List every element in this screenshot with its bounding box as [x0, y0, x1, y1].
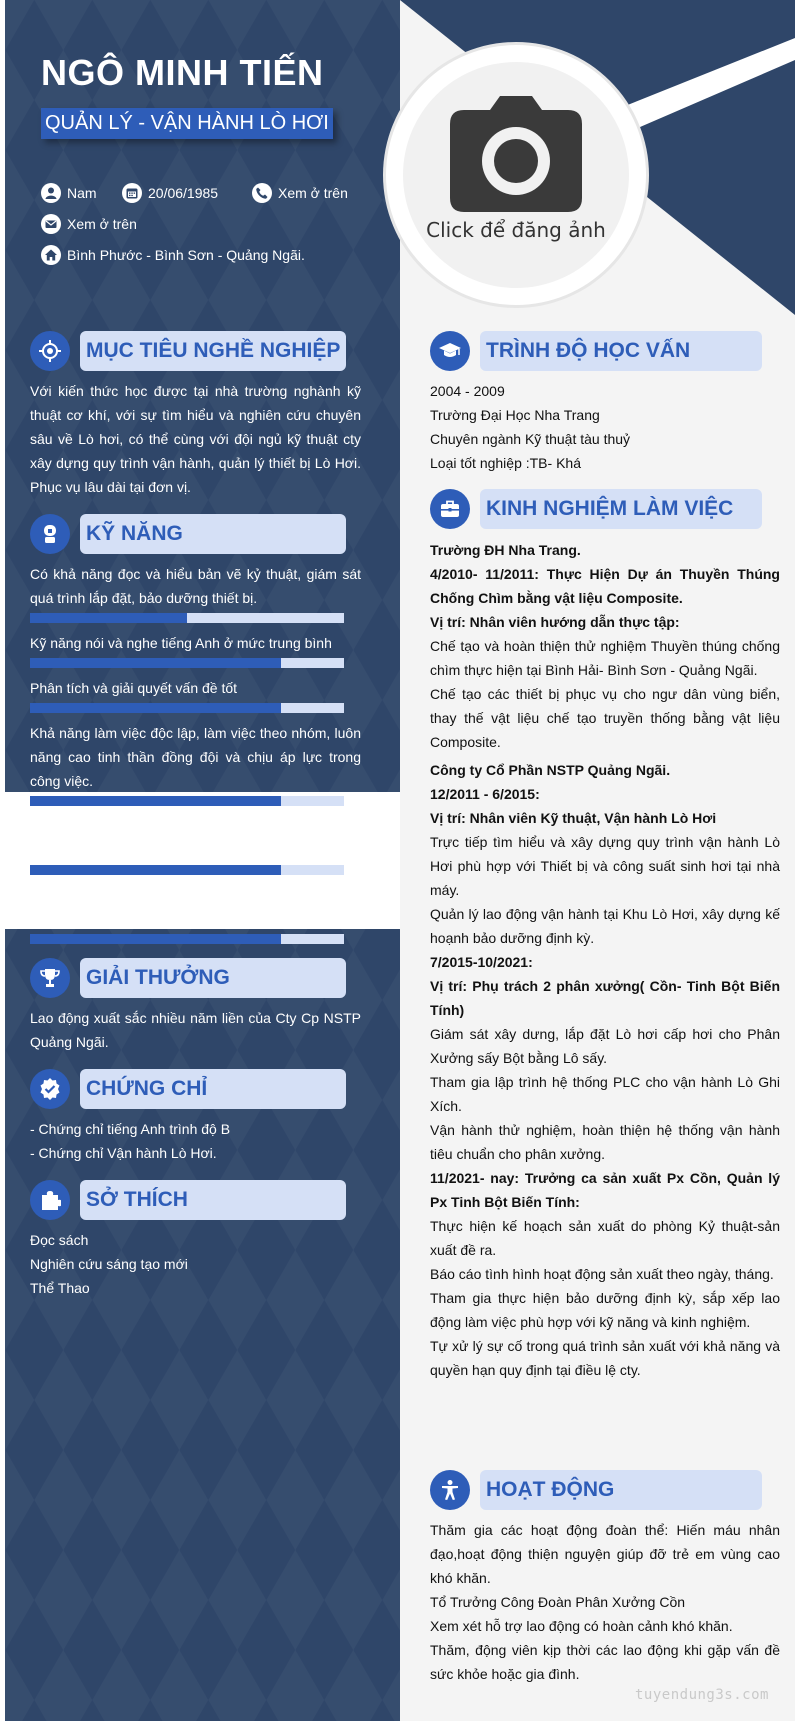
hobbies-heading: SỞ THÍCH [80, 1180, 346, 1220]
skill-item[interactable]: Kỹ năng nói và nghe tiếng Anh ở mức trung bình [30, 635, 332, 651]
user-icon [41, 183, 61, 203]
education-line[interactable]: Chuyên ngành Kỹ thuật tàu thuỷ [430, 431, 631, 447]
education-heading: TRÌNH ĐỘ HỌC VẤN [480, 331, 762, 371]
education-line[interactable]: Trường Đại Học Nha Trang [430, 407, 600, 423]
experience-period[interactable]: 7/2015-10/2021: [430, 954, 533, 970]
experience-desc[interactable]: Quản lý lao động vận hành tại Khu Lò Hơi, xây dựng kế hoạnh bảo dưỡng định kỳ. [430, 906, 780, 946]
hobby-item[interactable]: Thể Thao [30, 1280, 90, 1296]
activities-heading: HOẠT ĐỘNG [480, 1470, 762, 1510]
phone-info [252, 183, 348, 203]
cv-page [5, 0, 795, 1721]
skill-level-fill [30, 865, 281, 875]
gender-info [41, 183, 97, 203]
education-line[interactable]: 2004 - 2009 [430, 383, 505, 399]
briefcase-icon [430, 489, 470, 529]
skill-level-bar [30, 796, 344, 806]
skill-level-bar [30, 703, 344, 713]
badge-check-icon [30, 1069, 70, 1109]
experience-role[interactable]: Vị trí: Nhân viên hướng dẫn thực tập: [430, 614, 680, 630]
home-icon [41, 245, 61, 265]
activity-item[interactable]: Thăm, động viên kịp thời các lao động khi gặp vấn đề sức khỏe hoặc gia đình. [430, 1642, 780, 1682]
skill-level-bar [30, 658, 344, 668]
skill-level-fill [30, 658, 281, 668]
activity-item[interactable]: Thăm gia các hoạt động đoàn thể: Hiến máu nhân đạo,hoạt động thiện nguyện giúp đỡ trẻ em vùng cao khó khăn. [430, 1522, 780, 1586]
skill-level-fill [30, 703, 281, 713]
email-info [41, 214, 137, 234]
left-column-gap [5, 792, 400, 929]
address-info [41, 245, 305, 265]
camera-icon[interactable] [450, 96, 582, 212]
objective-text[interactable]: Với kiến thức học được tại nhà trường nghành kỹ thuật cơ khí, với sự tìm hiểu và nghiên cứu chuyên sâu về Lò hơi, có thể cùng với đội ngủ kỹ thuật cty xây dựng quy trình vận hành, quản lý thiết bị Lò Hơi. Phục vụ lâu dài tại đơn vị. [30, 383, 361, 495]
experience-period[interactable]: 4/2010- 11/2011: Thực Hiện Dự án Thuyền Thúng Chống Chìm bằng vật liệu Composite. [430, 566, 780, 606]
address-text[interactable]: Bình Phước - Bình Sơn - Quảng Ngãi. [67, 247, 305, 263]
certificate-item[interactable]: - Chứng chỉ tiếng Anh trình độ B [30, 1121, 231, 1137]
calendar-icon [122, 183, 142, 203]
experience-desc[interactable]: Chế tạo và hoàn thiện thử nghiệm Thuyền thúng chống chìm thực hiện tại Bình Hải- Bình Sơn - Quảng Ngãi. [430, 638, 780, 678]
job-title[interactable]: QUẢN LÝ - VẬN HÀNH LÒ HƠI [41, 108, 333, 139]
certificates-heading: CHỨNG CHỈ [80, 1069, 346, 1109]
experience-desc[interactable]: Giám sát xây dưng, lắp đặt Lò hơi cấp hơi cho Phân Xưởng sấy Bột bằng Lô sấy. [430, 1026, 780, 1066]
experience-desc[interactable]: Tham gia thực hiện bảo dưỡng định kỳ, sắp xếp lao động làm việc phù hợp với kỹ năng và kinh nghiệm. [430, 1290, 780, 1330]
experience-company[interactable]: Trường ĐH Nha Trang. [430, 542, 581, 558]
trophy-icon [30, 958, 70, 998]
awards-text[interactable]: Lao động xuất sắc nhiều năm liền của Cty Cp NSTP Quảng Ngãi. [30, 1010, 361, 1050]
hobby-item[interactable]: Nghiên cứu sáng tạo mới [30, 1256, 188, 1272]
experience-desc[interactable]: Trực tiếp tìm hiểu và xây dựng quy trình vận hành Lò Hơi phù hợp với Thiết bị và công suất sinh hơi tại nhà máy. [430, 834, 780, 898]
birthdate-text[interactable]: 20/06/1985 [148, 185, 219, 201]
phone-text[interactable]: Xem ở trên [278, 185, 348, 201]
objective-heading: MỤC TIÊU NGHỀ NGHIỆP [80, 331, 346, 371]
activity-item[interactable]: Tổ Trưởng Công Đoàn Phân Xưởng Cồn [430, 1594, 686, 1610]
experience-period[interactable]: 12/2011 - 6/2015: [430, 786, 540, 802]
experience-desc[interactable]: Vận hành thử nghiệm, hoàn thiện hệ thống vận hành tiêu chuẩn cho phân xưởng. [430, 1122, 780, 1162]
skill-level-fill [30, 796, 281, 806]
watermark: tuyendung3s.com [635, 1687, 769, 1703]
skill-item[interactable]: Phân tích và giải quyết vấn đề tốt [30, 680, 238, 696]
puzzle-icon [30, 1180, 70, 1220]
certificate-item[interactable]: - Chứng chỉ Vận hành Lò Hơi. [30, 1145, 217, 1161]
skill-level-fill [30, 613, 187, 623]
experience-desc[interactable]: Tự xử lý sự cố trong quá trình sản xuất với khả năng và quyền hạn quy định tại điều lệ cty. [430, 1338, 780, 1378]
activity-item[interactable]: Xem xét hỗ trợ lao động có hoàn cảnh khó khăn. [430, 1618, 733, 1634]
awards-heading: GIẢI THƯỞNG [80, 958, 346, 998]
experience-role[interactable]: Vị trí: Phụ trách 2 phân xưởng( Cồn- Tinh Bột Biến Tính) [430, 978, 780, 1018]
photo-upload-label[interactable]: Click để đăng ảnh [426, 218, 606, 242]
experience-role[interactable]: Vị trí: Nhân viên Kỹ thuật, Vận hành Lò Hơi [430, 810, 717, 826]
skills-icon [30, 514, 70, 554]
skill-level-bar [30, 613, 344, 623]
skill-level-bar [30, 934, 344, 944]
person-icon [430, 1470, 470, 1510]
graduation-cap-icon [430, 331, 470, 371]
email-icon [41, 214, 61, 234]
experience-desc[interactable]: Tham gia lập trình hệ thống PLC cho vận hành Lò Ghi Xích. [430, 1074, 780, 1114]
email-text[interactable]: Xem ở trên [67, 216, 137, 232]
candidate-name: NGÔ MINH TIẾN [41, 52, 324, 93]
experience-period[interactable]: 11/2021- nay: Trưởng ca sản xuất Px Cồn, Quản lý Px Tinh Bột Biến Tính: [430, 1170, 780, 1210]
experience-desc[interactable]: Chế tạo các thiết bị phục vụ cho ngư dân vùng biển, thay thế vật liệu chế tạo truyền thống bằng vật liệu Composite. [430, 686, 780, 750]
skill-level-fill [30, 934, 281, 944]
experience-desc[interactable]: Thực hiện kế hoạch sản xuất do phòng Kỷ thuật-sản xuất đề ra. [430, 1218, 780, 1258]
gender-text[interactable]: Nam [67, 185, 97, 201]
birthdate-info [122, 183, 218, 203]
phone-icon [252, 183, 272, 203]
experience-company[interactable]: Công ty Cổ Phần NSTP Quảng Ngãi. [430, 762, 671, 778]
skills-heading: KỸ NĂNG [80, 514, 346, 554]
experience-desc[interactable]: Báo cáo tình hình hoạt động sản xuất theo ngày, tháng. [430, 1266, 774, 1282]
hobby-item[interactable]: Đọc sách [30, 1232, 89, 1248]
education-line[interactable]: Loại tốt nghiệp :TB- Khá [430, 455, 581, 471]
target-icon [30, 331, 70, 371]
experience-heading: KINH NGHIỆM LÀM VIỆC [480, 489, 762, 529]
skill-level-bar [30, 865, 344, 875]
skill-item[interactable]: Có khả năng đọc và hiểu bản vẽ kỷ thuật, giám sát quá trình lắp đặt, bảo dưỡng thiết bị. [30, 566, 361, 606]
skill-item[interactable]: Khả năng làm việc độc lập, làm việc theo nhóm, luôn năng cao tinh thần đồng đội và chịu áp lực trong công việc. [30, 725, 361, 789]
